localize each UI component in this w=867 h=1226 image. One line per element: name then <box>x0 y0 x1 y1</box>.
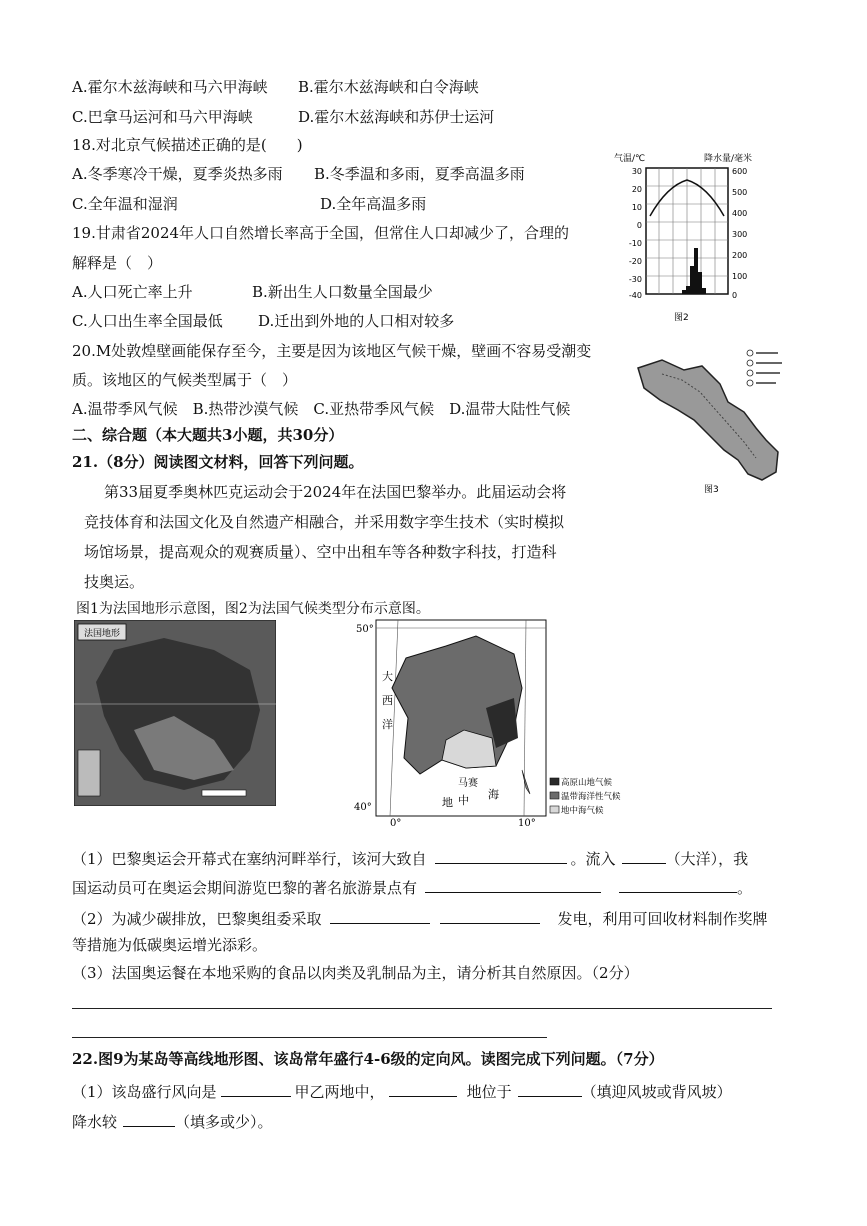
climate-left-tick: -40 <box>628 291 642 300</box>
terrain-legend <box>78 750 100 796</box>
q21-part1-text-d: 国运动员可在奥运会期间游览巴黎的著名旅游景点有 <box>72 879 418 897</box>
q21-paragraph-line4: 技奥运。 <box>84 573 145 591</box>
q19-option-b: B.新出生人口数量全国最少 <box>252 283 433 301</box>
q18-option-d: D.全年高温多雨 <box>320 195 427 213</box>
legend-marker <box>747 350 753 356</box>
answer-blank[interactable] <box>330 909 430 924</box>
climate-chart-figure <box>612 150 762 330</box>
q22-part1-line2 <box>72 1112 273 1130</box>
q22-part1-text-e: 降水较 <box>72 1113 118 1131</box>
answer-line[interactable] <box>72 1008 772 1009</box>
q20-options: A.温带季风气候 B.热带沙漠气候 C.亚热带季风气候 D.温带大陆性气候 <box>72 400 571 418</box>
q22-part1-line1 <box>72 1082 732 1100</box>
q19-option-a: A.人口死亡率上升 <box>72 283 193 301</box>
map2-sea-label: 大 <box>382 670 393 683</box>
answer-blank[interactable] <box>425 878 601 893</box>
q21-part1-text-a: （1）巴黎奥运会开幕式在塞纳河畔举行，该河大致自 <box>72 850 427 868</box>
q21-stem: 21.（8分）阅读图文材料，回答下列问题。 <box>72 453 364 471</box>
q22-part1-text-b: 甲乙两地中， <box>294 1083 385 1101</box>
q18-option-a: A.冬季寒冷干燥，夏季炎热多雨 <box>72 165 283 183</box>
map2-lat-40: 40° <box>354 802 372 813</box>
climate-left-tick: -10 <box>628 239 642 248</box>
climate-chart-right-axis-label: 降水量/毫米 <box>704 154 753 164</box>
q21-part2-text-a: （2）为减少碳排放，巴黎奥组委采取 <box>72 910 322 928</box>
legend-marker <box>747 360 753 366</box>
q21-paragraph-line2: 竞技体育和法国文化及自然遗产相融合，并采用数字孪生技术（实时模拟 <box>84 513 565 531</box>
climate-right-tick: 500 <box>732 188 748 197</box>
q18-stem: 18.对北京气候描述正确的是( ) <box>72 136 303 154</box>
q19-stem-line2: 解释是（ ） <box>72 254 163 272</box>
legend-label: 温带海洋性气候 <box>561 792 621 802</box>
q19-option-d: D.迁出到外地的人口相对较多 <box>258 312 455 330</box>
map2-city-label: 马赛 <box>458 778 478 789</box>
france-terrain-map-title: 法国地形 <box>84 629 121 639</box>
q21-paragraph-line3: 场馆场景，提高观众的观赛质量）、空中出租车等各种数字科技，打造科 <box>84 543 557 561</box>
answer-blank[interactable] <box>123 1112 175 1127</box>
q22-stem: 22.图9为某岛等高线地形图、该岛常年盛行4-6级的定向风。读图完成下列问题。（7分） <box>72 1050 664 1068</box>
province-outline <box>638 360 778 480</box>
q21-part1-line2 <box>72 878 752 896</box>
q21-part1-line1 <box>72 849 748 867</box>
q21-figure-note: 图1为法国地形示意图，图2为法国气候类型分布示意图。 <box>76 601 430 617</box>
answer-blank[interactable] <box>440 909 540 924</box>
q17-option-c: C.巴拿马运河和马六甲海峡 <box>72 108 253 126</box>
section-2-heading: 二、综合题（本大题共3小题，共30分） <box>72 426 344 444</box>
q22-part1-text-a: （1）该岛盛行风向是 <box>72 1083 217 1101</box>
answer-blank[interactable] <box>221 1082 291 1097</box>
legend-label: 地中海气候 <box>561 806 604 816</box>
map2-lon-0: 0° <box>390 818 402 829</box>
q21-part1-text-b: 。流入 <box>570 850 616 868</box>
q21-part2-line2: 等措施为低碳奥运增光添彩。 <box>72 936 268 954</box>
map2-sea-label: 洋 <box>382 718 393 731</box>
legend-swatch-alpine <box>550 778 559 785</box>
climate-right-tick: 400 <box>732 209 748 218</box>
answer-blank[interactable] <box>619 878 737 893</box>
climate-chart-left-axis-label: 气温/℃ <box>614 154 646 164</box>
q20-stem-line1: 20.M处敦煌壁画能保存至今，主要是因为该地区气候干燥，壁画不容易受潮变 <box>72 342 592 360</box>
q17-option-a: A.霍尔木兹海峡和马六甲海峡 <box>72 78 268 96</box>
q21-part2-text-b: 发电，利用可回收材料制作奖牌 <box>557 910 768 928</box>
q21-part3: （3）法国奥运餐在本地采购的食品以肉类及乳制品为主，请分析其自然原因。（2分） <box>72 964 639 982</box>
climate-left-tick: 0 <box>636 221 642 230</box>
map2-med-label: 中 <box>458 794 469 807</box>
climate-right-tick: 600 <box>732 167 748 176</box>
scale-bar <box>202 790 246 796</box>
q22-part1-text-d: （填迎风坡或背风坡） <box>581 1083 732 1101</box>
q19-option-c: C.人口出生率全国最低 <box>72 312 223 330</box>
answer-blank[interactable] <box>389 1082 457 1097</box>
answer-blank[interactable] <box>435 849 567 864</box>
q17-option-d: D.霍尔木兹海峡和苏伊士运河 <box>298 108 495 126</box>
answer-blank[interactable] <box>518 1082 582 1097</box>
q21-part2-line1 <box>72 909 768 927</box>
climate-right-tick: 200 <box>732 251 748 260</box>
province-map-caption: 图3 <box>704 485 719 495</box>
map2-med-label: 海 <box>488 788 499 801</box>
map2-lon-10: 10° <box>518 818 536 829</box>
climate-left-tick: 30 <box>631 167 642 176</box>
q17-option-b: B.霍尔木兹海峡和白令海峡 <box>298 78 479 96</box>
climate-right-tick: 300 <box>732 230 748 239</box>
q20-stem-line2: 质。该地区的气候类型属于（ ） <box>72 371 298 389</box>
q18-option-b: B.冬季温和多雨，夏季高温多雨 <box>314 165 525 183</box>
climate-right-tick: 100 <box>732 272 748 281</box>
legend-marker <box>747 370 753 376</box>
q18-option-c: C.全年温和湿润 <box>72 195 178 213</box>
province-map-figure <box>632 340 792 500</box>
map2-med-label: 地 <box>442 796 453 809</box>
q21-part1-text-e: 。 <box>737 879 753 897</box>
climate-left-tick: 10 <box>631 203 642 212</box>
france-terrain-map <box>74 620 276 806</box>
map2-lat-50: 50° <box>356 624 374 635</box>
climate-left-tick: -30 <box>628 275 642 284</box>
q22-part1-text-f: （填多或少）。 <box>175 1113 273 1131</box>
france-climate-map <box>346 618 646 830</box>
legend-label: 高原山地气候 <box>561 778 613 788</box>
map2-sea-label: 西 <box>382 694 393 707</box>
legend-swatch-mediterranean <box>550 806 559 813</box>
climate-left-tick: -20 <box>628 257 642 266</box>
climate-left-tick: 20 <box>631 185 642 194</box>
answer-blank[interactable] <box>622 849 666 864</box>
q21-paragraph-line1: 第33届夏季奥林匹克运动会于2024年在法国巴黎举办。此届运动会将 <box>104 483 567 501</box>
q21-part1-text-c: （大洋），我 <box>665 850 749 868</box>
legend-swatch-temperate <box>550 792 559 799</box>
q19-stem-line1: 19.甘肃省2024年人口自然增长率高于全国，但常住人口却减少了，合理的 <box>72 224 570 242</box>
climate-right-tick: 0 <box>732 291 738 300</box>
legend-marker <box>747 380 753 386</box>
q22-part1-text-c: 地位于 <box>466 1083 512 1101</box>
answer-line[interactable] <box>72 1037 547 1038</box>
climate-chart-caption: 图2 <box>674 313 689 323</box>
